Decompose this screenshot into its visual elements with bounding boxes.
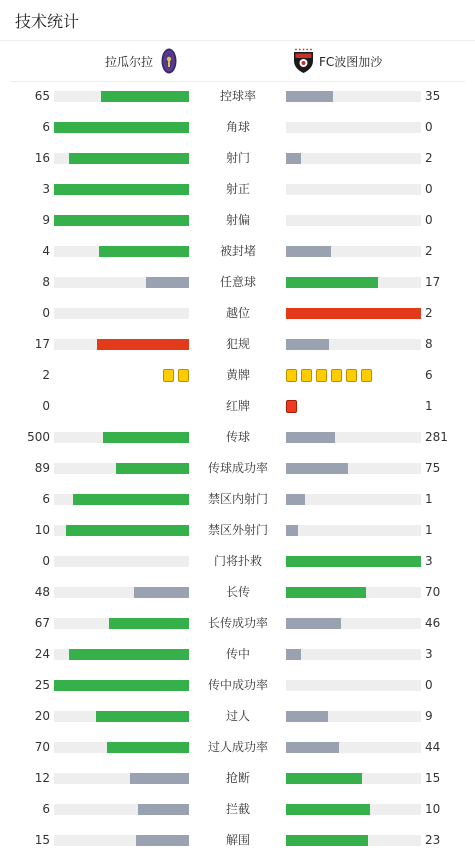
- away-bar-fill: [286, 742, 339, 753]
- home-bar-track: [54, 773, 189, 784]
- away-bar-track: [286, 556, 421, 567]
- stat-label: 犯规: [225, 337, 250, 351]
- home-bar-track: [54, 525, 189, 536]
- stat-row: [0, 236, 475, 267]
- stat-row: [0, 577, 475, 608]
- away-value: 9: [425, 709, 433, 723]
- home-value: 15: [34, 833, 50, 847]
- home-value: 0: [42, 399, 50, 413]
- home-bar-track: [54, 246, 189, 257]
- stat-label: 角球: [225, 120, 250, 134]
- away-value: 75: [425, 461, 441, 475]
- stat-row: [0, 81, 475, 112]
- away-value: 8: [425, 337, 433, 351]
- stat-label: 长传: [225, 585, 250, 599]
- stats-header: [0, 0, 475, 41]
- away-value: 23: [425, 833, 441, 847]
- home-value: 6: [42, 492, 50, 506]
- home-value: 89: [34, 461, 50, 475]
- home-value: 6: [42, 120, 50, 134]
- home-bar-fill: [73, 494, 189, 505]
- home-bar-fill: [54, 215, 189, 226]
- stat-row: [0, 825, 475, 856]
- away-team-name: FC波图加沙: [319, 54, 383, 69]
- home-bar-fill: [138, 804, 189, 815]
- away-bar-track: [286, 711, 421, 722]
- home-value: 20: [34, 709, 50, 723]
- home-cards: [163, 369, 189, 382]
- away-bar-track: [286, 215, 421, 226]
- home-bar-track: [54, 618, 189, 629]
- yellow-card-icon: [178, 369, 189, 382]
- away-bar-fill: [286, 494, 305, 505]
- away-value: 46: [425, 616, 441, 630]
- away-bar-track: [286, 804, 421, 815]
- stat-label: 控球率: [219, 89, 256, 103]
- guaira-crest-icon: [161, 48, 177, 74]
- away-cards: [286, 369, 372, 382]
- home-value: 9: [42, 213, 50, 227]
- stat-label: 被封堵: [219, 244, 256, 258]
- away-bar-fill: [286, 835, 368, 846]
- stat-label: 传中: [225, 647, 250, 661]
- stat-label: 红牌: [225, 399, 250, 413]
- stat-row: [0, 174, 475, 205]
- home-team-name: 拉瓜尔拉: [104, 54, 153, 69]
- stat-row: [0, 391, 475, 422]
- home-bar-fill: [99, 246, 189, 257]
- away-bar-track: [286, 432, 421, 443]
- home-value: 25: [34, 678, 50, 692]
- home-bar-fill: [97, 339, 189, 350]
- away-bar-track: [286, 122, 421, 133]
- away-value: 1: [425, 492, 433, 506]
- away-bar-fill: [286, 525, 298, 536]
- home-bar-track: [54, 122, 189, 133]
- home-bar-track: [54, 649, 189, 660]
- away-bar-track: [286, 463, 421, 474]
- stat-row: [0, 484, 475, 515]
- away-value: 0: [425, 182, 433, 196]
- away-value: 0: [425, 213, 433, 227]
- away-bar-track: [286, 184, 421, 195]
- away-bar-track: [286, 339, 421, 350]
- away-bar-fill: [286, 339, 329, 350]
- home-bar-track: [54, 680, 189, 691]
- away-value: 15: [425, 771, 441, 785]
- away-bar-fill: [286, 463, 348, 474]
- home-value: 17: [34, 337, 50, 351]
- away-value: 10: [425, 802, 441, 816]
- stat-label: 射正: [225, 182, 250, 196]
- home-value: 65: [34, 89, 50, 103]
- home-value: 3: [42, 182, 50, 196]
- stat-label: 过人: [225, 709, 250, 723]
- yellow-card-icon: [331, 369, 342, 382]
- stat-label: 射偏: [225, 213, 250, 227]
- away-value: 1: [425, 399, 433, 413]
- stat-row: [0, 453, 475, 484]
- home-value: 6: [42, 802, 50, 816]
- home-bar-fill: [69, 153, 189, 164]
- away-bar-track: [286, 680, 421, 691]
- away-bar-fill: [286, 618, 341, 629]
- stat-label: 射门: [225, 151, 250, 165]
- away-bar-fill: [286, 246, 331, 257]
- stat-row: [0, 267, 475, 298]
- away-bar-fill: [286, 277, 378, 288]
- stat-row: [0, 701, 475, 732]
- home-bar-track: [54, 711, 189, 722]
- home-bar-track: [54, 432, 189, 443]
- red-card-icon: [286, 400, 297, 413]
- home-bar-fill: [146, 277, 189, 288]
- away-bar-fill: [286, 587, 366, 598]
- home-bar-track: [54, 339, 189, 350]
- away-value: 2: [425, 244, 433, 258]
- home-value: 2: [42, 368, 50, 382]
- yellow-card-icon: [163, 369, 174, 382]
- stat-row: [0, 205, 475, 236]
- away-bar-track: [286, 773, 421, 784]
- home-bar-fill: [101, 91, 189, 102]
- away-value: 3: [425, 647, 433, 661]
- home-bar-fill: [109, 618, 189, 629]
- away-value: 44: [425, 740, 441, 754]
- portuguesa-crest-icon: [293, 48, 314, 74]
- home-bar-track: [54, 804, 189, 815]
- home-value: 10: [34, 523, 50, 537]
- stat-row: [0, 608, 475, 639]
- away-bar-fill: [286, 711, 328, 722]
- stat-row: [0, 298, 475, 329]
- stat-label: 过人成功率: [207, 740, 268, 754]
- away-cards: [286, 400, 297, 413]
- home-bar-fill: [103, 432, 189, 443]
- stat-label: 抢断: [225, 771, 250, 785]
- stat-row: [0, 422, 475, 453]
- away-team[interactable]: [293, 41, 382, 81]
- home-value: 4: [42, 244, 50, 258]
- away-value: 3: [425, 554, 433, 568]
- stat-label: 长传成功率: [207, 616, 268, 630]
- yellow-card-icon: [361, 369, 372, 382]
- away-value: 70: [425, 585, 441, 599]
- stat-row: [0, 112, 475, 143]
- stat-row: [0, 360, 475, 391]
- away-value: 0: [425, 120, 433, 134]
- home-bar-fill: [69, 649, 189, 660]
- yellow-card-icon: [301, 369, 312, 382]
- away-value: 0: [425, 678, 433, 692]
- home-bar-fill: [116, 463, 189, 474]
- home-bar-track: [54, 153, 189, 164]
- yellow-card-icon: [346, 369, 357, 382]
- teams-bar: [10, 41, 465, 82]
- stat-row: [0, 546, 475, 577]
- stat-label: 门将扑救: [213, 554, 262, 568]
- stat-label: 传中成功率: [207, 678, 268, 692]
- stat-label: 拦截: [225, 802, 250, 816]
- stat-row: [0, 794, 475, 825]
- stat-row: [0, 639, 475, 670]
- home-bar-fill: [54, 122, 189, 133]
- home-bar-track: [54, 587, 189, 598]
- home-value: 70: [34, 740, 50, 754]
- home-value: 67: [34, 616, 50, 630]
- home-value: 500: [27, 430, 50, 444]
- home-value: 12: [34, 771, 50, 785]
- home-value: 16: [34, 151, 50, 165]
- yellow-card-icon: [316, 369, 327, 382]
- away-bar-track: [286, 525, 421, 536]
- away-bar-track: [286, 277, 421, 288]
- away-bar-track: [286, 618, 421, 629]
- stat-label: 任意球: [219, 275, 256, 289]
- home-bar-fill: [136, 835, 189, 846]
- away-bar-fill: [286, 308, 421, 319]
- home-bar-fill: [96, 711, 189, 722]
- stat-row: [0, 763, 475, 794]
- away-bar-fill: [286, 153, 301, 164]
- home-value: 0: [42, 554, 50, 568]
- away-value: 2: [425, 151, 433, 165]
- away-bar-track: [286, 742, 421, 753]
- home-bar-fill: [130, 773, 189, 784]
- away-bar-track: [286, 246, 421, 257]
- away-bar-fill: [286, 91, 333, 102]
- home-value: 8: [42, 275, 50, 289]
- stat-label: 越位: [225, 306, 250, 320]
- home-bar-fill: [54, 184, 189, 195]
- home-bar-fill: [107, 742, 189, 753]
- home-bar-track: [54, 308, 189, 319]
- home-bar-track: [54, 556, 189, 567]
- away-bar-track: [286, 494, 421, 505]
- home-bar-fill: [134, 587, 189, 598]
- away-bar-track: [286, 153, 421, 164]
- home-team[interactable]: [105, 41, 177, 81]
- away-bar-track: [286, 587, 421, 598]
- away-value: 1: [425, 523, 433, 537]
- away-bar-fill: [286, 432, 335, 443]
- home-bar-track: [54, 215, 189, 226]
- home-bar-track: [54, 91, 189, 102]
- home-bar-fill: [66, 525, 189, 536]
- stat-row: [0, 670, 475, 701]
- stat-row: [0, 143, 475, 174]
- away-value: 2: [425, 306, 433, 320]
- stat-row: [0, 515, 475, 546]
- away-value: 35: [425, 89, 441, 103]
- away-bar-track: [286, 835, 421, 846]
- stat-label: 传球: [225, 430, 250, 444]
- home-bar-track: [54, 835, 189, 846]
- home-bar-track: [54, 494, 189, 505]
- yellow-card-icon: [286, 369, 297, 382]
- away-value: 6: [425, 368, 433, 382]
- home-bar-track: [54, 184, 189, 195]
- stat-label: 禁区内射门: [207, 492, 268, 506]
- away-value: 281: [425, 430, 448, 444]
- stat-label: 传球成功率: [207, 461, 268, 475]
- home-bar-track: [54, 463, 189, 474]
- home-value: 48: [34, 585, 50, 599]
- away-bar-track: [286, 649, 421, 660]
- away-bar-fill: [286, 556, 421, 567]
- home-bar-track: [54, 742, 189, 753]
- away-bar-track: [286, 308, 421, 319]
- away-bar-fill: [286, 773, 362, 784]
- away-bar-fill: [286, 804, 370, 815]
- stat-label: 解围: [225, 833, 250, 847]
- home-value: 0: [42, 306, 50, 320]
- away-bar-track: [286, 91, 421, 102]
- page-title: 技术统计: [15, 11, 80, 31]
- away-value: 17: [425, 275, 441, 289]
- stat-label: 禁区外射门: [207, 523, 268, 537]
- away-bar-fill: [286, 649, 301, 660]
- home-value: 24: [34, 647, 50, 661]
- home-bar-track: [54, 277, 189, 288]
- home-bar-fill: [54, 680, 189, 691]
- stat-row: [0, 329, 475, 360]
- stat-label: 黄牌: [225, 368, 250, 382]
- stat-row: [0, 732, 475, 763]
